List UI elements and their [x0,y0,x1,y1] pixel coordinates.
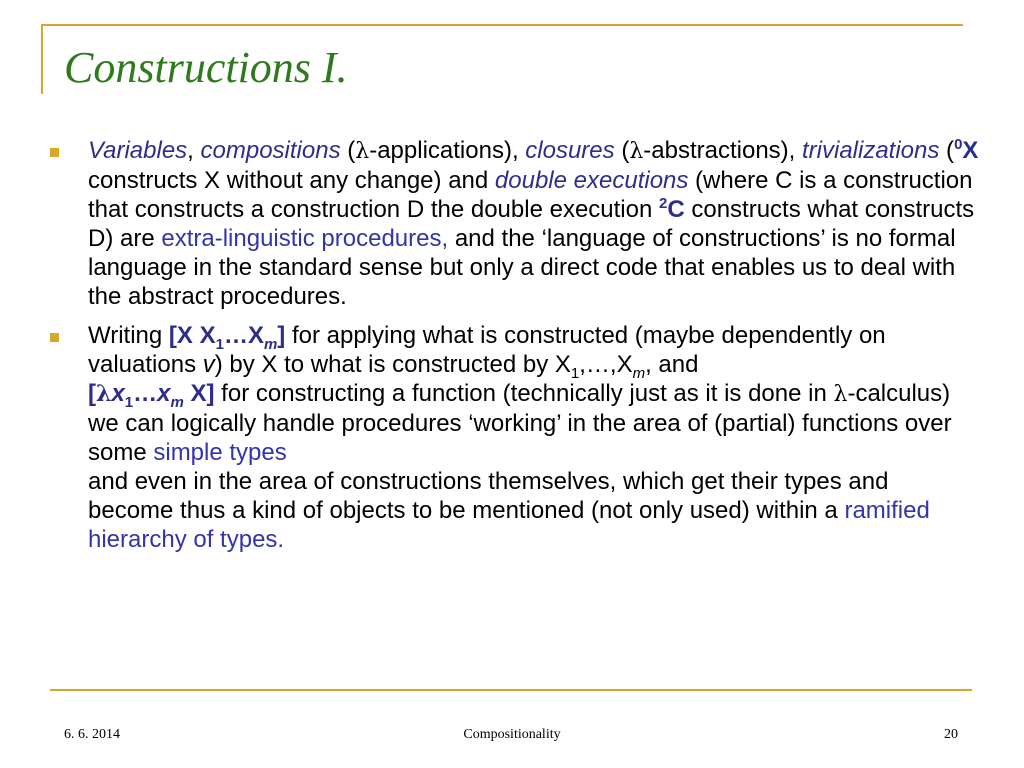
text: and even in the area of constructions themselves, which get their types and become thus a kind of objects to be mentioned (not only used) within a [88,468,889,524]
text: , [187,137,201,164]
text: we can logically handle procedures ‘working’ in the area of (partial) functions over some [88,410,952,466]
abstraction-variable: x [111,380,125,407]
bullet-marker [50,148,59,157]
text: -abstractions), [643,137,802,164]
slide-title: Constructions I. [64,43,348,92]
text: and the ‘language of constructions’ is no formal language in the standard sense but only a direct code that enables us to deal with the abstract procedures. [88,225,956,310]
top-rule [41,24,963,26]
highlight-extra-linguistic: extra-linguistic procedures, [161,225,449,252]
application-notation: [X X [168,322,216,349]
subscript: m [263,335,278,353]
highlight-simple-types: simple types [153,439,287,466]
term-variables: Variables [88,137,188,164]
bullet-marker [50,333,59,342]
text: ( [340,137,356,164]
highlight-ramified-hierarchy: ramified hierarchy of types. [88,497,930,553]
text: ,…,X [579,351,633,378]
abstraction-notation: … [133,380,158,407]
subscript: 1 [570,364,580,382]
footer-date: 6. 6. 2014 [64,727,120,742]
text: constructs X without any change) and [88,167,495,194]
footer-title: Compositionality [463,727,561,742]
text: ( [614,137,630,164]
text: ( [939,137,955,164]
text: constructs what constructs D) are [88,196,975,252]
abstraction-notation: [ [88,380,96,407]
text: -applications), [369,137,526,164]
text: (where C is a construction that constructs a construction D the double execution [88,167,973,223]
slide-number: 20 [944,727,958,742]
text: , and [645,351,699,378]
trivialized-x: X [962,137,979,164]
superscript-two: 2 [659,195,668,212]
superscript-zero: 0 [954,136,963,153]
subscript: 1 [124,393,134,411]
application-notation: …X [223,322,264,349]
bullet-item [50,136,980,311]
subscript: m [632,364,646,382]
bullet-item [50,321,980,554]
subscript: m [170,393,184,411]
term-compositions: compositions [200,137,341,164]
text: ) by X to what is constructed by X [214,351,571,378]
application-notation: ] [277,322,286,349]
term-trivializations: trivializations [802,137,940,164]
text: for applying what is constructed (maybe dependently on valuations [88,322,886,378]
bottom-rule [50,689,972,691]
abstraction-variable: x [157,380,171,407]
text: for constructing a function (technically just as it is done in [214,380,834,407]
left-rule [41,24,43,94]
slide-content [50,136,980,554]
valuation-v: v [202,351,215,378]
lambda-symbol: λ [833,382,848,407]
term-double-executions: double executions [494,167,689,194]
lambda-symbol: λ [355,139,370,164]
subscript: 1 [215,335,224,353]
text: Writing [88,322,169,349]
abstraction-notation: X] [183,380,215,407]
term-closures: closures [525,137,615,164]
lambda-symbol: λ [96,381,112,407]
lambda-symbol: λ [629,139,644,164]
double-executed-c: C [667,196,685,223]
text: -calculus) [847,380,951,407]
